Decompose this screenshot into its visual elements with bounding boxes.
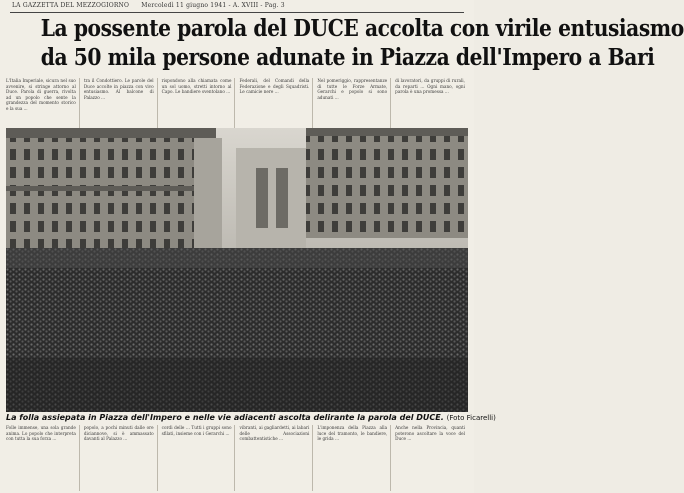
masthead — [12, 2, 462, 12]
column-text: Federali, del Comandi della Federazione e degli Squadristi. Le camicie nere ... — [239, 78, 310, 95]
column-text: L'Italia Imperiale, sicura nel suo avvenire, si stringe attorno al Duce. Parola di guerra, rivolta ad un popolo che sente la grandezza del momento storico e la sua ... — [6, 78, 76, 111]
photo-caption — [6, 412, 496, 424]
crowd-photo-illustration — [6, 128, 468, 412]
caption-text: La folla assiepata in Piazza dell'Impero e nelle vie adiacenti ascolta delirante la parola del DUCE. — [6, 413, 444, 422]
column-text: L'imponenza della Piazza alla luce del tramonto, le bandiere, le grida ... — [317, 425, 388, 442]
column-text: Anche nella Provincia, quanti poterono ascoltare la voce del Duce ... — [395, 425, 465, 442]
article-column — [84, 78, 158, 130]
masthead-paper: LA GAZZETTA DEL MEZZOGIORNO — [12, 2, 130, 9]
article-column — [239, 78, 313, 130]
column-text: tra il Condottiero. Le parole del Duce accolte in piazza con vivo entusiasmo. Al balcone di Palazzo ... — [83, 78, 154, 100]
article-column — [162, 78, 236, 130]
article-column — [84, 425, 158, 491]
column-text: Nel pomeriggio, rappresentanze di tutte le Forze Armate, Gerarchi e popolo si sono adunati ... — [317, 78, 388, 100]
article-column — [162, 425, 236, 491]
article-columns-top — [6, 78, 468, 130]
article-column — [6, 78, 80, 130]
headline-line-1: La possente parola del DUCE accolta con virile entusiasmo — [40, 15, 684, 42]
column-text: popolo, a pochi minuti dalle ore diciannove, si è ammassato davanti al Palazzo ... — [83, 425, 154, 442]
masthead-date: Mercoledì 11 giugno 1941 - A. XVIII - Pag. 3 — [141, 2, 285, 9]
article-column — [239, 425, 313, 491]
top-rule — [10, 12, 464, 13]
photo-credit: (Foto Ficarelli) — [446, 414, 496, 422]
column-text: cordi delle ... Tutti i gruppi sono sfilati, insieme con i Gerarchi ... — [161, 425, 232, 436]
article-column — [317, 78, 391, 130]
article-column — [317, 425, 391, 491]
column-text: di lavoratori, da gruppi di rurali, da reparti ... Ogni mano, ogni parola è una promessa ... — [395, 78, 465, 95]
column-text: rispondono alla chiamata come un sol uomo, stretti intorno al Capo. Le bandiere sventolano ... — [161, 78, 232, 95]
crowd-photo — [6, 128, 468, 412]
headline-line-2: da 50 mila persone adunate in Piazza dell'Impero a Bari — [40, 44, 655, 71]
article-columns-bottom — [6, 425, 468, 491]
article-column — [395, 78, 468, 130]
column-text: vibranti, ai gagliardetti, ai labari delle Associazioni combattentistiche ... — [239, 425, 310, 442]
article-column — [6, 425, 80, 491]
article-column — [395, 425, 468, 491]
column-text: Folle immense, una sola grande anima. Lo popolo che interpreta con tutta la sua forza ... — [6, 425, 76, 442]
headline — [40, 14, 684, 76]
